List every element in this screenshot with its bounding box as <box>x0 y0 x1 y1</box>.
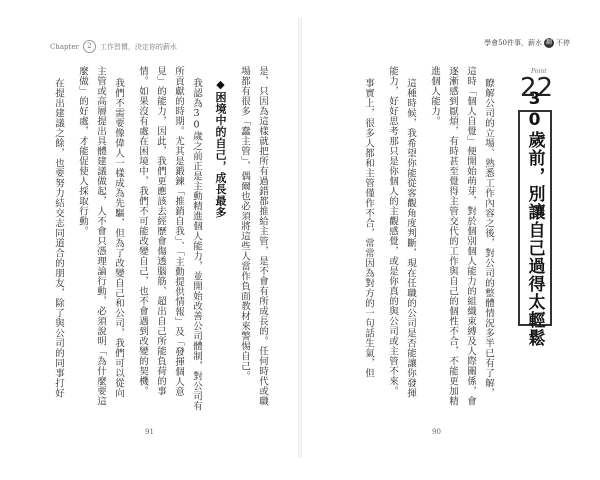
text-column: 是，只因為這樣就把所有過錯都推給主管，是不會有所成長的。任何時代或職 <box>257 66 268 406</box>
chapter-number: 2 <box>83 40 96 53</box>
text-column: 我們不需要像偉人一樣成為先驅，但為了改變自己和公司，我們可以從向 <box>113 78 124 398</box>
text-column: 場都有很多「蠢主管」，偶爾也必須將這些人當作負面教材來警惕自己。 <box>239 66 250 382</box>
book-title-part: 不停 <box>556 39 570 47</box>
chapter-running-header <box>50 40 177 53</box>
text-column: 主管或高層提出具體建議做起，人不會只憑理論行動，必須說明「為什麼要這 <box>95 66 106 406</box>
text-column: 瞭解公司的立場、熟悉工作內容之後，對公司的整體情況多半已有了解， <box>483 78 494 398</box>
section-title: 30歲前，別讓自己過得太輕鬆 <box>524 89 545 347</box>
page-number: 90 <box>432 428 441 436</box>
text-column: 麼做」的好處，才能促使人採取行動。 <box>77 66 88 236</box>
text-column: 事實上，很多人都和主管僅作不合，常常因為對方的一句話生氣，但 <box>363 78 374 378</box>
point-number: 22 <box>520 73 554 103</box>
text-column: 見」的能力，因此，我們更應該去經歷會傷透腦筋、超出自己所能負荷的事 <box>155 66 166 396</box>
section-heading: ◆困境中的自己，成長最多 <box>214 78 227 218</box>
chapter-title-box <box>518 89 552 347</box>
text-column: 所貢獻的時期。尤其是鍛鍊「推銷自我」、「主動提供情報」及「發揮個人意 <box>173 66 184 397</box>
page-number: 91 <box>145 428 154 436</box>
book-title-part: 學會50件事，薪水 <box>484 39 542 47</box>
text-column: 逐漸感到厭煩，有時甚至覺得主管交代的工作與自己的個性不合，不能更加精 <box>447 66 458 406</box>
text-column: 我認為30歲之前正是主動精進個人能力，並開始改善公司體制，對公司有 <box>191 78 202 411</box>
badge-icon: 翻 <box>545 39 552 46</box>
book-running-header <box>484 38 570 48</box>
text-column: 這種時候，我希望你能從客觀角度判斷，現在任職的公司是否能讓你發揮 <box>405 78 416 398</box>
right-page <box>302 0 600 480</box>
point-label: Point <box>531 68 547 75</box>
left-page <box>0 0 298 480</box>
chapter-title: 工作習慣，決定你的薪水 <box>99 42 177 51</box>
text-column: 這時「個人自覺」便開始萌芽，對於個別個人能力的組織束縛及人際關係，會 <box>465 66 476 406</box>
text-column: 進個人能力。 <box>429 66 440 126</box>
text-column: 情。如果沒有處在困境中，我們不可能改變自己，也不會遇到改變的契機。 <box>137 66 148 396</box>
text-column: 在提出建議之餘，也要努力結交志同道合的朋友，除了與公司的同事打好 <box>53 78 64 398</box>
chapter-prefix: Chapter <box>50 42 79 51</box>
text-column: 能力，好好思考那只是你個人的主觀感覺，或是你真的與公司或主管不來。 <box>387 66 398 396</box>
